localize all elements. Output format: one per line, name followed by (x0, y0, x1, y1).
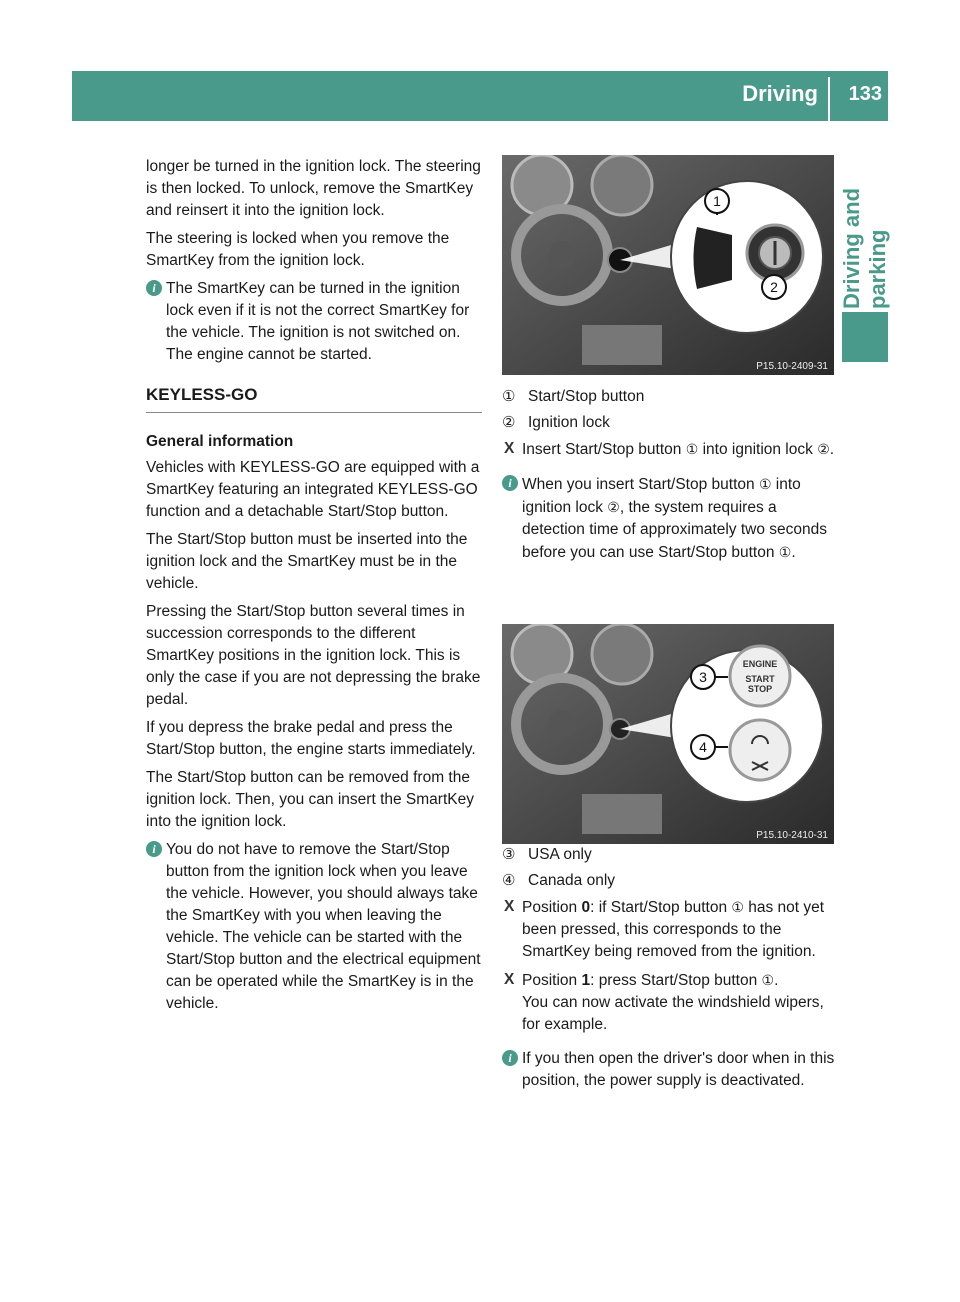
button-stop-label: STOP (747, 684, 773, 694)
step-marker-icon: X (504, 898, 515, 915)
legend-item (502, 844, 836, 866)
ref-number: ② (607, 499, 620, 515)
info-icon: i (502, 1050, 518, 1066)
step-text: You can now activate the windshield wipers, for example. (522, 994, 824, 1033)
left-column (146, 156, 482, 1021)
position-value: 1 (581, 972, 591, 989)
callout-1: 1 (713, 193, 721, 209)
side-tab-block (842, 312, 888, 362)
info-note (146, 278, 482, 366)
position-value: 0 (581, 899, 591, 916)
legend-number: ③ (502, 846, 516, 863)
photo-code: P15.10-2409-31 (756, 361, 828, 372)
paragraph: Vehicles with KEYLESS-GO are equipped with a SmartKey featuring an integrated KEYLESS-GO function and a detachable Start/Stop button. (146, 459, 480, 520)
button-start-label: START (745, 674, 775, 684)
info-note-text: When you insert Start/Stop button (522, 476, 759, 493)
ref-number: ① (731, 899, 744, 915)
callout-2: 2 (770, 279, 778, 295)
info-icon: i (146, 841, 162, 857)
page-header (72, 71, 888, 121)
info-note-text: . (791, 544, 796, 561)
info-note (502, 1048, 836, 1092)
info-note-text: If you then open the driver's door when in this position, the power supply is deactivated. (522, 1050, 835, 1089)
legend-number: ② (502, 414, 516, 431)
photo-code: P15.10-2410-31 (756, 830, 828, 841)
step-marker-icon: X (504, 971, 515, 988)
legend-text: Ignition lock (528, 414, 610, 431)
info-icon: i (502, 475, 518, 491)
paragraph: Pressing the Start/Stop button several times in succession corresponds to the different SmartKey positions in the ignition lock. This is only the case if you are not depressing the brake pedal. (146, 603, 481, 708)
ref-number: ① (761, 972, 775, 988)
button-engine-label: ENGINE (742, 659, 778, 669)
legend-item (502, 412, 836, 434)
info-note-text: You do not have to remove the Start/Stop button from the ignition lock when you leave the vehicle. However, you should always take the SmartKey with you when leaving the vehicle. The vehicle can be started with the Start/Stop button and the electrical equipment can be operated while the SmartKey is in the vehicle. (166, 841, 481, 1012)
instruction-step (502, 438, 836, 461)
instruction-step (502, 969, 836, 1036)
paragraph: The Start/Stop button must be inserted into the ignition lock and the SmartKey must be in the vehicle. (146, 531, 468, 592)
paragraph: The Start/Stop button can be removed from the ignition lock. Then, you can insert the SmartKey into the ignition lock. (146, 769, 474, 830)
step-text: : if Start/Stop button (590, 899, 732, 916)
step-text: . (774, 972, 779, 989)
step-text: Position (522, 972, 582, 989)
ref-number: ① (758, 476, 772, 492)
info-note (502, 473, 836, 564)
step-text: into ignition lock (698, 441, 818, 458)
step-text: . (829, 441, 835, 458)
step-text: : press Start/Stop button (590, 972, 762, 989)
side-tab (839, 121, 890, 309)
legend-text: USA only (528, 846, 592, 863)
info-note-text: into ignition lock (522, 476, 801, 516)
callout-4: 4 (699, 739, 707, 755)
section-heading: KEYLESS-GO (146, 384, 482, 413)
legend-item (502, 386, 836, 408)
legend-number: ④ (502, 872, 516, 889)
ref-number: ② (817, 441, 830, 457)
step-text: has not yet been pressed, this corresponds to the SmartKey being removed from the ignition. (522, 899, 825, 960)
step-text: Position (522, 899, 582, 916)
side-tab-label: Driving and parking (839, 187, 890, 309)
info-note-text: , the system requires a detection time of approximately two seconds before you can use Start/Stop button (522, 499, 827, 561)
ignition-lock-photo (502, 155, 834, 375)
page-number: 133 (848, 83, 882, 105)
info-note (146, 839, 482, 1015)
step-text: Insert Start/Stop button (522, 441, 686, 458)
header-separator (828, 77, 830, 121)
step-marker-icon: X (504, 440, 515, 457)
paragraph: If you depress the brake pedal and press the Start/Stop button, the engine starts immediately. (146, 719, 476, 758)
legend-item (502, 870, 836, 892)
instruction-step (502, 896, 836, 963)
header-title: Driving (742, 81, 818, 106)
paragraph: longer be turned in the ignition lock. The steering is then locked. To unlock, remove the SmartKey and reinsert it into the ignition lock. (146, 158, 481, 219)
info-note-text: The SmartKey can be turned in the ignition lock even if it is not the correct SmartKey for the vehicle. The ignition is not switched on. The engine cannot be started. (166, 280, 470, 363)
legend-number: ① (502, 388, 516, 405)
paragraph: The steering is locked when you remove the SmartKey from the ignition lock. (146, 230, 450, 269)
ref-number: ① (685, 441, 699, 457)
ref-number: ① (778, 544, 792, 560)
callout-3: 3 (699, 669, 707, 685)
legend-text: Canada only (528, 872, 616, 889)
legend-text: Start/Stop button (528, 388, 645, 405)
subheading: General information (146, 433, 294, 450)
info-icon: i (146, 280, 162, 296)
start-stop-button-photo (502, 624, 834, 844)
